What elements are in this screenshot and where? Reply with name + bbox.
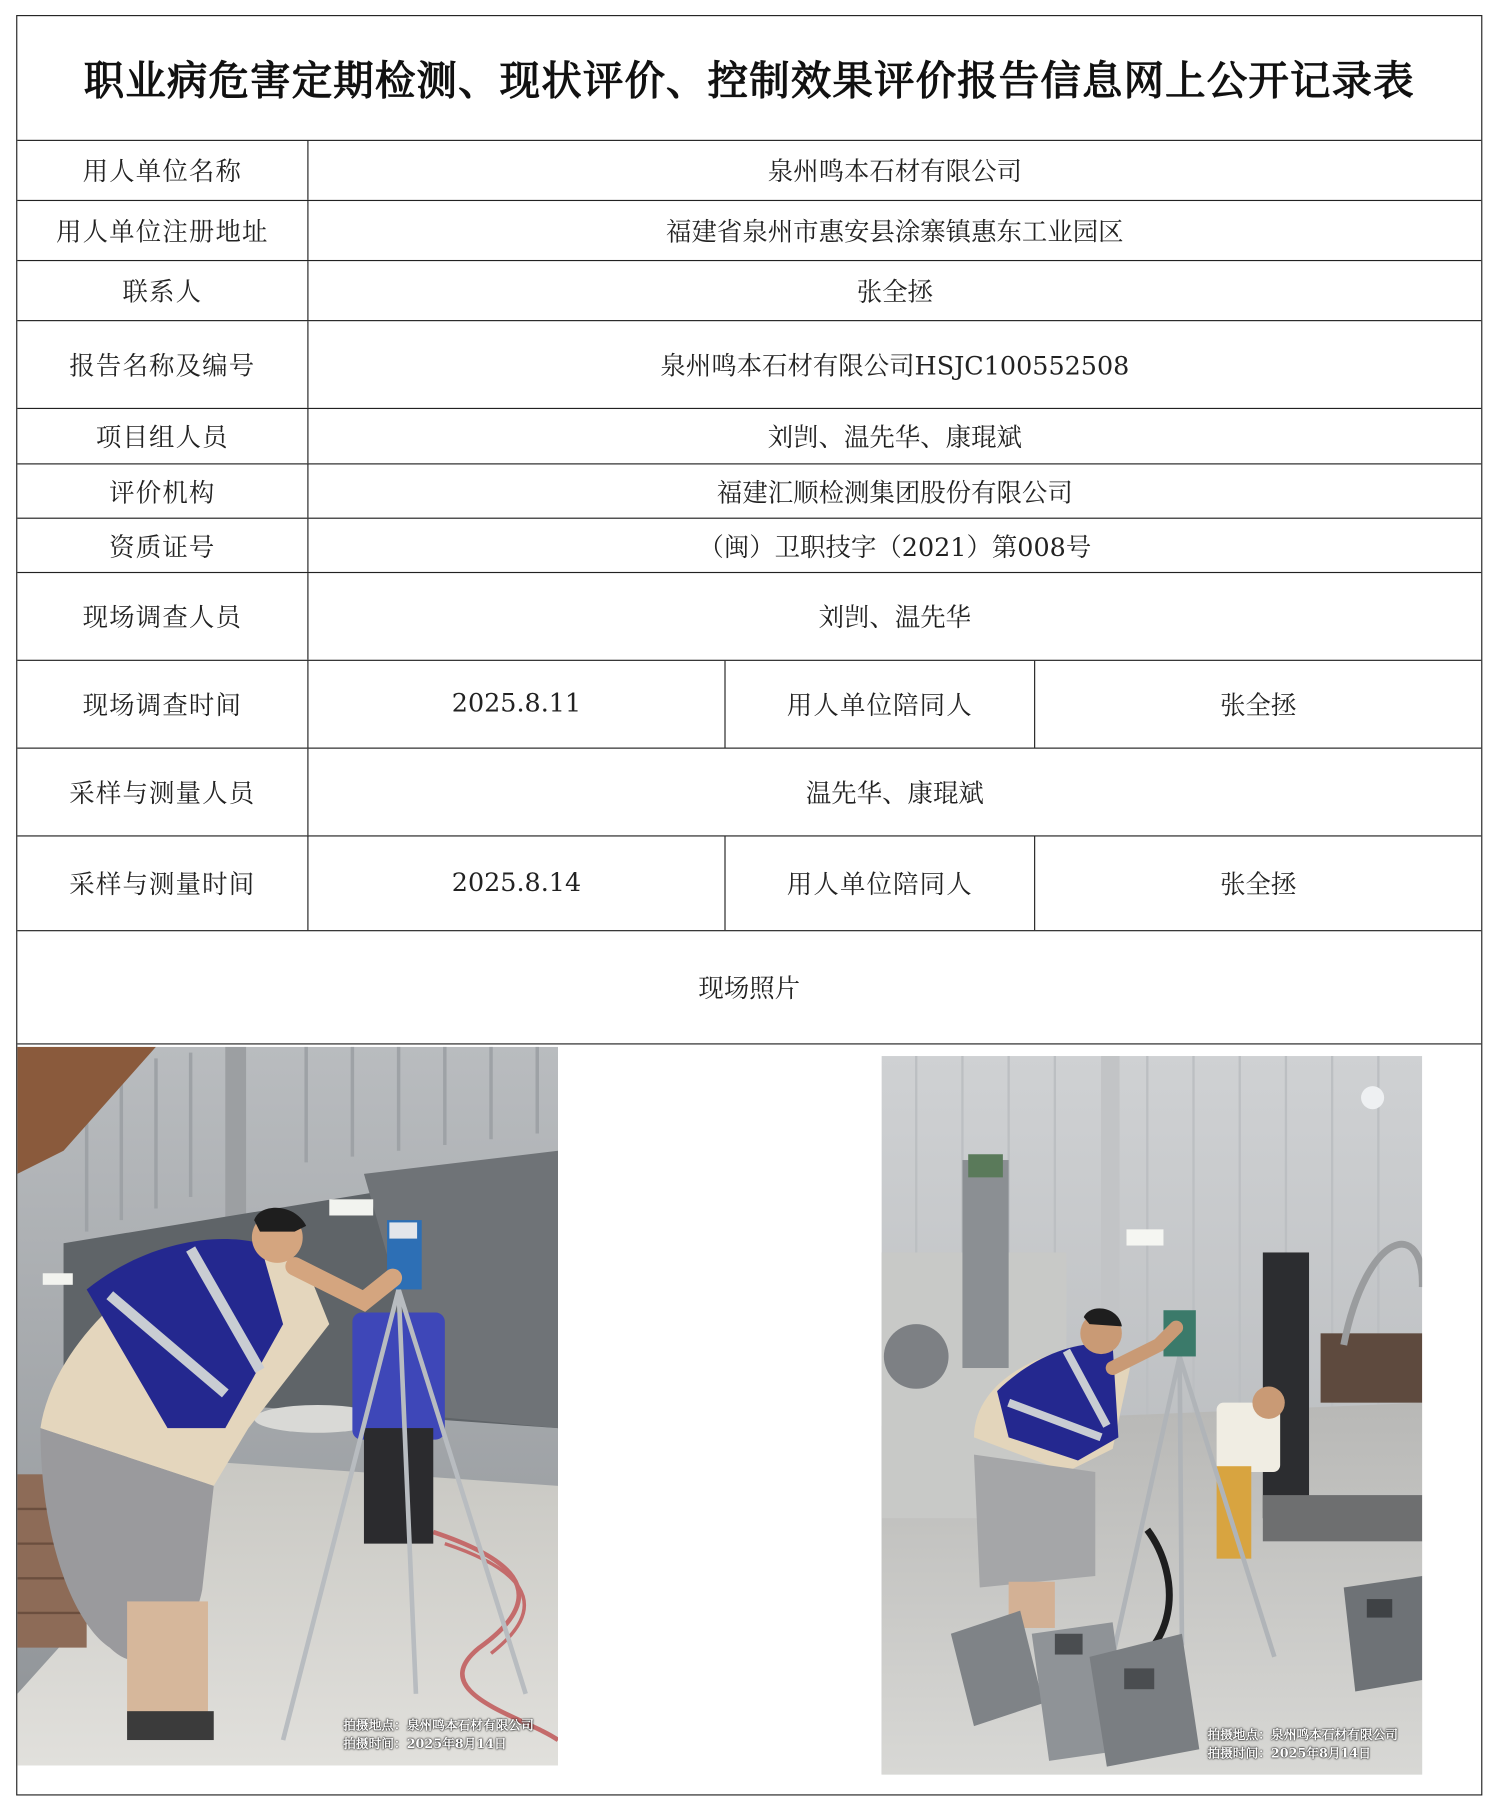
value-employer-address: 福建省泉州市惠安县涂寨镇惠东工业园区 — [666, 218, 1124, 248]
site-photo-left-time: 拍摄时间：2025年8月14日 — [343, 1736, 507, 1752]
value-survey-staff: 刘剀、温先华 — [818, 604, 972, 634]
row-agency — [17, 464, 1481, 518]
value-sampling-staff: 温先华、康琨斌 — [805, 779, 984, 809]
label-employer-name: 用人单位名称 — [17, 141, 308, 200]
label-sampling-staff: 采样与测量人员 — [17, 749, 308, 836]
label-survey-staff: 现场调查人员 — [17, 573, 308, 660]
site-photo-left-image — [17, 1047, 558, 1766]
label-agency: 评价机构 — [17, 464, 308, 517]
photos-header: 现场照片 — [17, 931, 1481, 1044]
row-employer-name — [17, 141, 1481, 201]
value-report: 泉州鸣本石材有限公司HSJC100552508 — [660, 352, 1130, 382]
value-contact: 张全拯 — [856, 278, 933, 308]
document-title: 职业病危害定期检测、现状评价、控制效果评价报告信息网上公开记录表 — [17, 16, 1481, 141]
site-photo-right-image — [882, 1056, 1423, 1775]
value-project-team: 刘剀、温先华、康琨斌 — [767, 424, 1022, 453]
label-report: 报告名称及编号 — [17, 321, 308, 408]
value-survey-time: 2025.8.11 — [308, 661, 725, 748]
site-photo-right — [882, 1056, 1423, 1775]
value-survey-accompany: 张全拯 — [1220, 692, 1297, 721]
label-survey-time: 现场调查时间 — [17, 661, 308, 748]
row-qualification — [17, 519, 1481, 573]
value-sampling-accompany: 张全拯 — [1220, 871, 1297, 901]
value-employer-name: 泉州鸣本石材有限公司 — [767, 158, 1022, 188]
row-sampling-time — [17, 837, 1481, 932]
value-sampling-time: 2025.8.14 — [308, 837, 725, 931]
row-project-team — [17, 409, 1481, 464]
record-table — [16, 15, 1482, 1795]
label-qualification: 资质证号 — [17, 519, 308, 572]
row-survey-staff — [17, 573, 1481, 661]
value-qualification: （闽）卫职技字（2021）第008号 — [698, 533, 1092, 563]
label-sampling-accompany: 用人单位陪同人 — [726, 837, 1036, 931]
site-photo-left — [17, 1047, 558, 1766]
row-report — [17, 321, 1481, 409]
row-employer-address — [17, 201, 1481, 261]
site-photo-left-caption — [343, 1717, 534, 1754]
label-project-team: 项目组人员 — [17, 409, 308, 463]
row-survey-time — [17, 661, 1481, 749]
label-survey-accompany: 用人单位陪同人 — [726, 661, 1036, 748]
site-photo-left-location: 拍摄地点：泉州鸣本石材有限公司 — [343, 1718, 534, 1734]
site-photo-right-time: 拍摄时间：2025年8月14日 — [1207, 1745, 1371, 1761]
label-employer-address: 用人单位注册地址 — [17, 201, 308, 260]
site-photo-right-caption — [1207, 1726, 1398, 1763]
label-sampling-time: 采样与测量时间 — [17, 837, 308, 931]
site-photo-right-location: 拍摄地点：泉州鸣本石材有限公司 — [1207, 1727, 1399, 1743]
value-agency: 福建汇顺检测集团股份有限公司 — [716, 478, 1073, 508]
label-contact: 联系人 — [17, 261, 308, 320]
row-sampling-staff — [17, 749, 1481, 837]
row-contact — [17, 261, 1481, 321]
